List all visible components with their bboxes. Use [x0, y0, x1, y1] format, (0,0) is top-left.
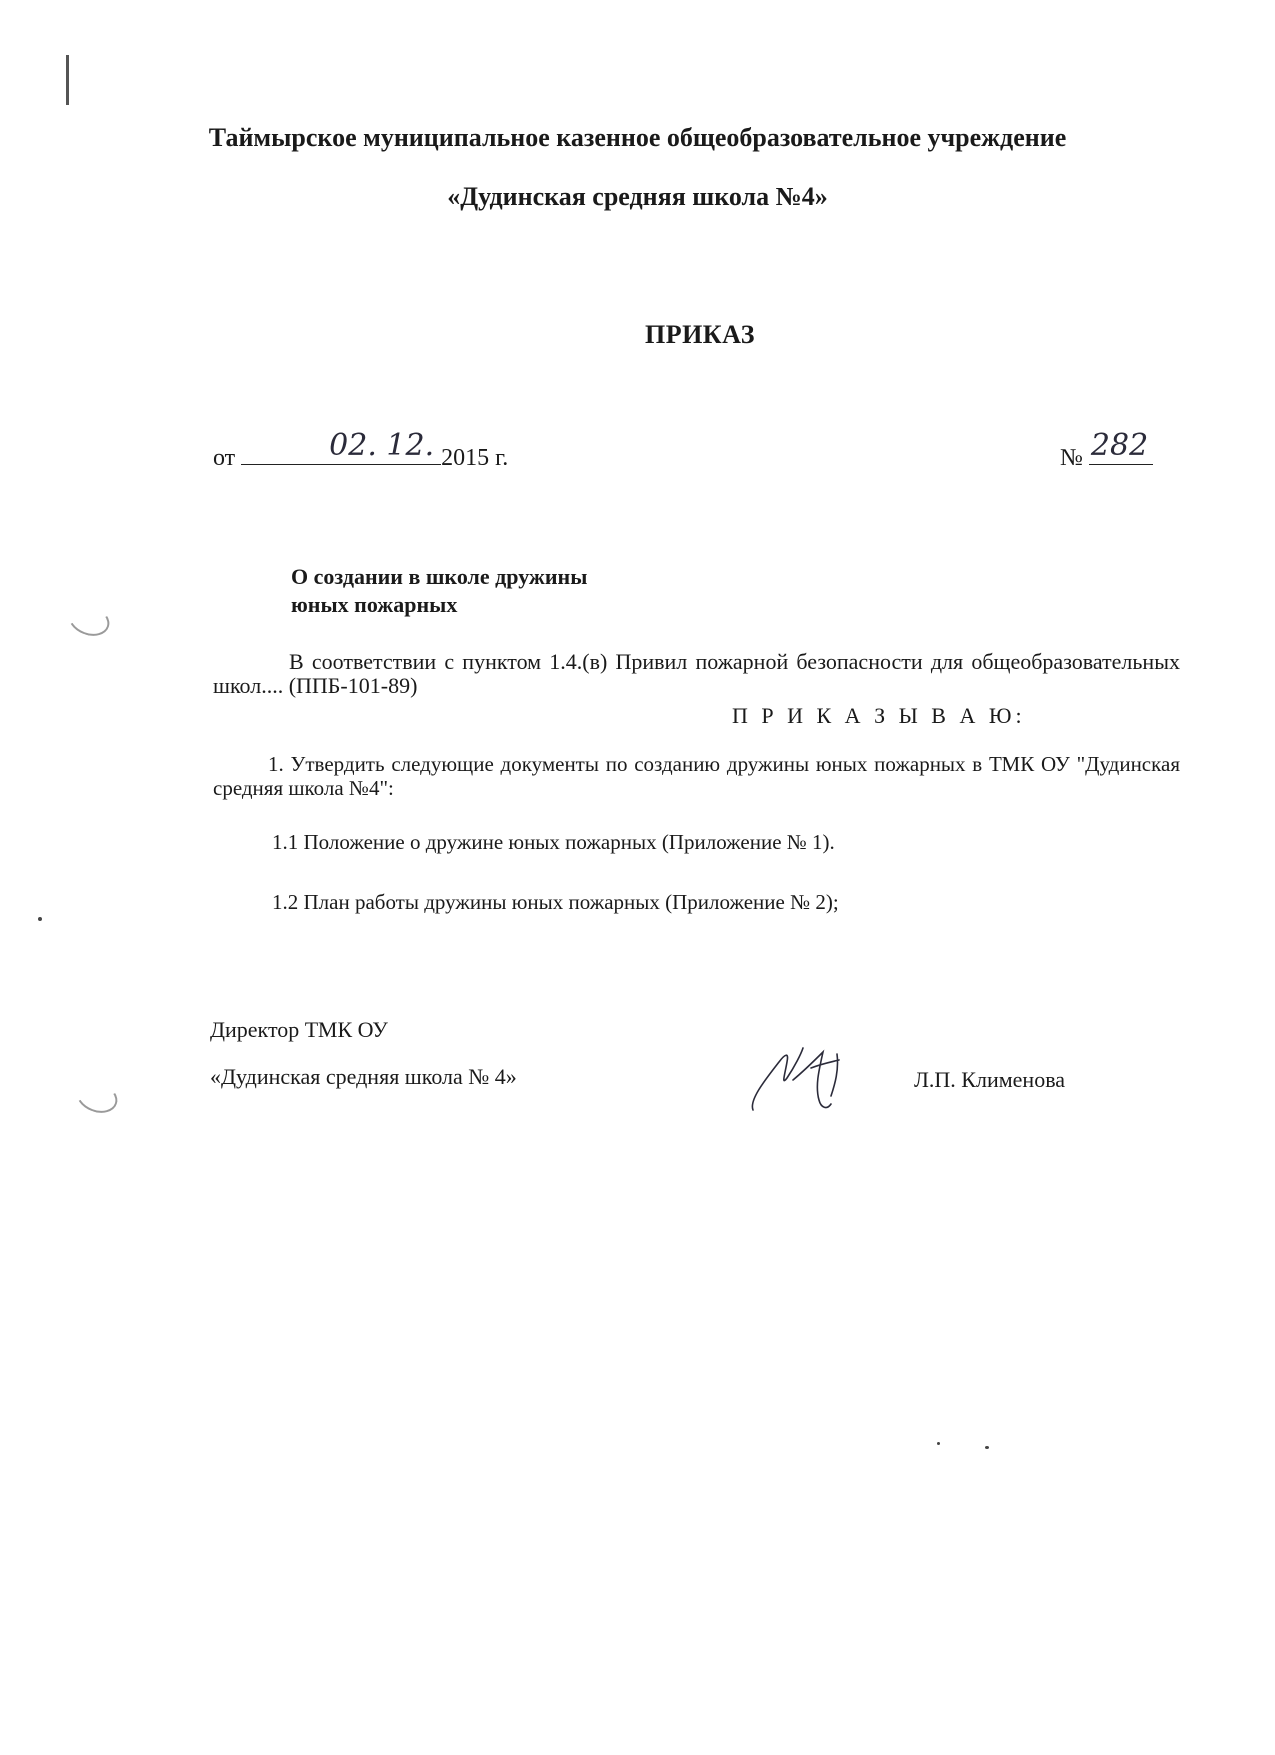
- signatory-position-line-2: «Дудинская средняя школа № 4»: [210, 1064, 517, 1089]
- signatory-position-line-1: Директор ТМК ОУ: [210, 1017, 388, 1042]
- date-prefix: от: [213, 445, 236, 471]
- date-field: [241, 428, 441, 465]
- school-name: «Дудинская средняя школа №4»: [447, 182, 828, 211]
- order-item-1: 1. Утвердить следующие документы по созданию дружины юных пожарных в ТМК ОУ "Дудинская средняя школа №4":: [213, 752, 1180, 800]
- preamble-paragraph: В соответствии с пунктом 1.4.(в) Привил пожарной безопасности для общеобразовательных школ.... (ППБ-101-89): [213, 649, 1180, 698]
- organization-name: Таймырское муниципальное казенное общеобразовательное учреждение: [208, 123, 1067, 152]
- subject-line-2: юных пожарных: [291, 592, 458, 617]
- scan-margin-mark: [66, 55, 69, 105]
- date-line: [213, 428, 509, 472]
- handwritten-date: 02. 12.: [329, 428, 435, 463]
- handwritten-number: 282: [1090, 428, 1149, 463]
- number-field: [1089, 428, 1153, 465]
- document-title: ПРИКАЗ: [644, 320, 756, 349]
- scan-speck: [985, 1446, 989, 1449]
- handwritten-signature: [745, 1040, 865, 1115]
- order-number: [1060, 428, 1153, 472]
- punch-hole-mark: [72, 1076, 122, 1119]
- order-subject: [291, 563, 587, 619]
- date-year: 2015 г.: [441, 445, 509, 471]
- number-prefix: №: [1060, 445, 1083, 471]
- scan-speck: [38, 917, 42, 921]
- scan-speck: [937, 1442, 940, 1445]
- order-item-1-1: 1.1 Положение о дружине юных пожарных (Приложение № 1).: [272, 830, 835, 854]
- signatory-name: Л.П. Клименова: [914, 1067, 1066, 1092]
- subject-line-1: О создании в школе дружины: [291, 564, 588, 589]
- punch-hole-mark: [64, 599, 114, 642]
- order-item-1-2: 1.2 План работы дружины юных пожарных (Приложение № 2);: [272, 890, 839, 914]
- order-directive: П Р И К А З Ы В А Ю:: [732, 703, 1026, 728]
